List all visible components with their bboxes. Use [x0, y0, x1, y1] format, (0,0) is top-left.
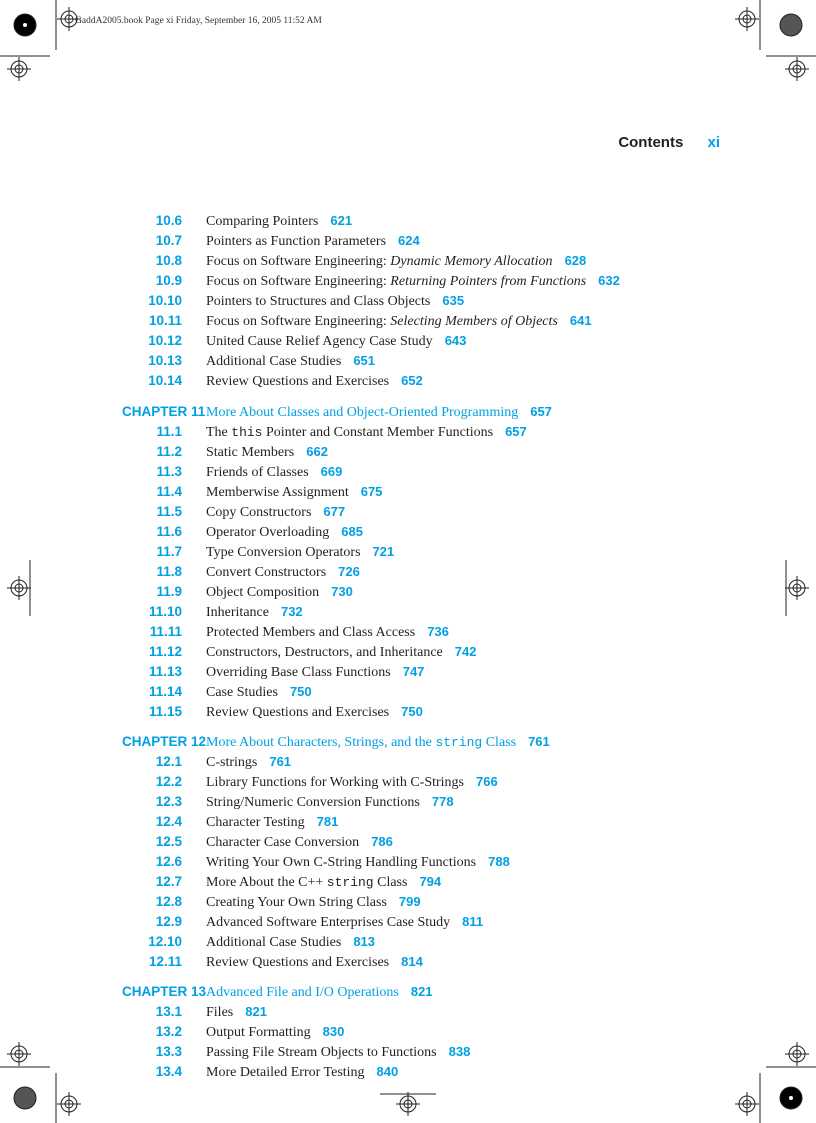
section-title: United Cause Relief Agency Case Study: [206, 334, 433, 349]
section-title: C-strings: [206, 755, 258, 770]
section-number: 10.13: [148, 353, 182, 368]
toc-entry: [0, 523, 816, 541]
section-title: Character Testing: [206, 815, 305, 830]
section-title: Library Functions for Working with C-Strings: [206, 775, 464, 790]
running-head-title: Contents: [618, 134, 684, 151]
toc-entry: [0, 352, 816, 370]
toc-entry: [0, 623, 816, 641]
section-title: Output Formatting: [206, 1025, 311, 1040]
section-title: Additional Case Studies: [206, 935, 342, 950]
page-number: 813: [353, 934, 376, 949]
section-title: More About the C++: [206, 875, 327, 890]
toc-entry: [0, 1043, 816, 1061]
section-title: Pointer and Constant Member Functions: [262, 425, 494, 440]
page-number: 830: [322, 1024, 345, 1039]
toc-entry: [0, 643, 816, 661]
section-title: Convert Constructors: [206, 565, 327, 580]
page-number: 750: [289, 684, 312, 699]
section-title: Passing File Stream Objects to Functions: [206, 1045, 437, 1060]
page-number: 732: [280, 604, 303, 619]
toc-entry: [0, 443, 816, 461]
section-number: 12.3: [155, 794, 182, 809]
page-number: 621: [330, 213, 353, 228]
section-number: 12.6: [155, 854, 182, 869]
toc-entry: [0, 873, 816, 891]
section-number: 10.6: [155, 213, 182, 228]
page-number: 657: [505, 424, 527, 439]
section-number: 12.7: [155, 874, 182, 889]
chapter-label: CHAPTER 13: [122, 984, 207, 999]
section-title: Object Composition: [206, 585, 320, 600]
section-number: 13.3: [155, 1044, 182, 1059]
section-title: Protected Members and Class Access: [206, 625, 416, 640]
page-number: 643: [444, 333, 467, 348]
page-number: 669: [320, 464, 343, 479]
section-number: 12.8: [155, 894, 182, 909]
toc-entry: [0, 813, 816, 831]
toc-entry: [0, 753, 816, 771]
chapter-title: Advanced File and I/O Operations: [206, 985, 399, 1000]
toc-entry: [0, 893, 816, 911]
page-number: 786: [371, 834, 393, 849]
section-number: 10.9: [155, 273, 182, 288]
section-number: 12.10: [148, 934, 182, 949]
section-title-italic: Selecting Members of Objects: [390, 314, 558, 329]
section-title: Inheritance: [206, 605, 269, 620]
section-number: 10.12: [148, 333, 182, 348]
running-head-page-number: xi: [707, 134, 720, 151]
section-number: 11.12: [148, 644, 182, 659]
section-title-italic: Returning Pointers from Functions: [390, 274, 587, 289]
toc-entry: [0, 272, 816, 290]
section-title: Review Questions and Exercises: [206, 374, 390, 389]
proof-header: GaddA2005.book Page xi Friday, September 16, 2005 11:52 AM: [75, 16, 322, 26]
page-number: 652: [401, 373, 423, 388]
section-title: Static Members: [206, 445, 295, 460]
section-title: Focus on Software Engineering:: [206, 254, 391, 269]
page-number: 799: [398, 894, 421, 909]
section-number: 11.2: [156, 444, 182, 459]
section-number: 10.7: [155, 233, 182, 248]
section-title-italic: Dynamic Memory Allocation: [390, 254, 553, 269]
section-title: The: [206, 425, 232, 440]
page-number: 766: [476, 774, 498, 789]
toc-entry: [0, 703, 816, 721]
section-title: Focus on Software Engineering:: [206, 314, 391, 329]
toc-entry: [0, 563, 816, 581]
page-number: 814: [401, 954, 423, 969]
page-number: 675: [360, 484, 383, 499]
section-number: 10.8: [155, 253, 182, 268]
section-number: 11.8: [156, 564, 182, 579]
chapter-heading: [0, 733, 816, 751]
section-title-code: string: [326, 875, 374, 890]
toc-entry: [0, 683, 816, 701]
page-number: 651: [353, 353, 376, 368]
toc-entry: [0, 1023, 816, 1041]
section-title: Copy Constructors: [206, 505, 312, 520]
chapter-title: Class: [482, 735, 517, 750]
toc-entry: [0, 583, 816, 601]
page-number: 750: [401, 704, 423, 719]
toc-entry: [0, 503, 816, 521]
page-number: 726: [338, 564, 360, 579]
toc-entry: [0, 663, 816, 681]
page-number: 761: [269, 754, 292, 769]
section-title: Pointers to Structures and Class Objects: [206, 294, 431, 309]
section-title-code: this: [231, 425, 263, 440]
page-number: 730: [331, 584, 353, 599]
chapter-heading: [0, 403, 816, 421]
section-title: Writing Your Own C-String Handling Functions: [206, 855, 477, 870]
page-number: 657: [530, 404, 552, 419]
chapter-title: More About Classes and Object-Oriented Programming: [206, 405, 519, 420]
section-number: 13.1: [155, 1004, 182, 1019]
toc-entry: [0, 543, 816, 561]
page-number: 721: [372, 544, 395, 559]
section-number: 11.6: [156, 524, 182, 539]
section-number: 10.11: [148, 313, 182, 328]
chapter-label: CHAPTER 12: [122, 734, 207, 749]
toc-entry: [0, 773, 816, 791]
section-title: Advanced Software Enterprises Case Study: [206, 915, 451, 930]
page-number: 662: [306, 444, 328, 459]
page-number: 781: [316, 814, 339, 829]
section-title: Overriding Base Class Functions: [206, 665, 391, 680]
section-number: 11.4: [156, 484, 182, 499]
section-title: String/Numeric Conversion Functions: [206, 795, 420, 810]
page-number: 736: [427, 624, 449, 639]
page-number: 747: [402, 664, 425, 679]
chapter-title: More About Characters, Strings, and the: [206, 735, 436, 750]
page-number: 821: [410, 984, 433, 999]
toc-entry: [0, 853, 816, 871]
toc-entry: [0, 953, 816, 971]
section-number: 11.3: [156, 464, 182, 479]
page-number: 840: [376, 1064, 399, 1079]
page-number: 635: [442, 293, 465, 308]
section-title: Comparing Pointers: [206, 214, 319, 229]
section-title: Case Studies: [206, 685, 278, 700]
page-number: 632: [598, 273, 620, 288]
page-number: 761: [528, 734, 550, 749]
page-number: 624: [398, 233, 420, 248]
section-number: 12.2: [155, 774, 182, 789]
toc-entry: [0, 913, 816, 931]
section-title: Review Questions and Exercises: [206, 705, 390, 720]
section-title: Type Conversion Operators: [206, 545, 361, 560]
toc-entry: [0, 483, 816, 501]
section-title: Memberwise Assignment: [206, 485, 349, 500]
toc-entry: [0, 933, 816, 951]
chapter-label: CHAPTER 11: [122, 404, 206, 419]
section-number: 13.2: [155, 1024, 182, 1039]
toc-entry: [0, 463, 816, 481]
section-title: Files: [206, 1005, 234, 1020]
toc-entry: [0, 603, 816, 621]
page-number: 742: [454, 644, 477, 659]
toc-entry: [0, 1003, 816, 1021]
page-number: 821: [245, 1004, 267, 1019]
section-number: 11.14: [148, 684, 182, 699]
section-number: 13.4: [155, 1064, 182, 1079]
section-title: Operator Overloading: [206, 525, 330, 540]
chapter-heading: [0, 983, 816, 1001]
section-number: 10.14: [148, 373, 182, 388]
toc-entry: [0, 232, 816, 250]
toc-entry: [0, 1063, 816, 1081]
section-number: 10.10: [148, 293, 182, 308]
section-title: Friends of Classes: [206, 465, 309, 480]
toc-entry: [0, 212, 816, 230]
toc-entry: [0, 423, 816, 441]
section-title: Creating Your Own String Class: [206, 895, 387, 910]
page-number: 641: [569, 313, 592, 328]
section-number: 11.11: [149, 624, 182, 639]
section-title: Focus on Software Engineering:: [206, 274, 391, 289]
toc-entry: [0, 292, 816, 310]
section-title: Pointers as Function Parameters: [206, 234, 387, 249]
page-number: 788: [488, 854, 510, 869]
toc-entry: [0, 312, 816, 330]
toc-entry: [0, 793, 816, 811]
page-number: 677: [323, 504, 346, 519]
section-number: 12.1: [155, 754, 182, 769]
page-number: 811: [462, 914, 484, 929]
section-title: Review Questions and Exercises: [206, 955, 390, 970]
toc-entry: [0, 372, 816, 390]
section-number: 11.9: [156, 584, 182, 599]
section-title: More Detailed Error Testing: [206, 1065, 365, 1080]
toc-entry: [0, 252, 816, 270]
page-number: 838: [448, 1044, 471, 1059]
section-number: 11.5: [156, 504, 182, 519]
section-title: Character Case Conversion: [206, 835, 360, 850]
section-title: Class: [373, 875, 408, 890]
section-number: 12.11: [148, 954, 182, 969]
section-title: Constructors, Destructors, and Inheritance: [206, 645, 443, 660]
toc-entry: [0, 833, 816, 851]
section-number: 11.7: [156, 544, 182, 559]
page-number: 628: [564, 253, 587, 268]
section-number: 12.5: [155, 834, 182, 849]
page-number: 778: [431, 794, 454, 809]
section-number: 12.4: [155, 814, 182, 829]
section-number: 12.9: [155, 914, 182, 929]
toc-entry: [0, 332, 816, 350]
page-number: 685: [341, 524, 363, 539]
section-number: 11.10: [148, 604, 182, 619]
section-number: 11.15: [148, 704, 182, 719]
chapter-title-code: string: [435, 735, 483, 750]
section-number: 11.13: [148, 664, 182, 679]
section-title: Additional Case Studies: [206, 354, 342, 369]
page-number: 794: [419, 874, 442, 889]
section-number: 11.1: [156, 424, 182, 439]
